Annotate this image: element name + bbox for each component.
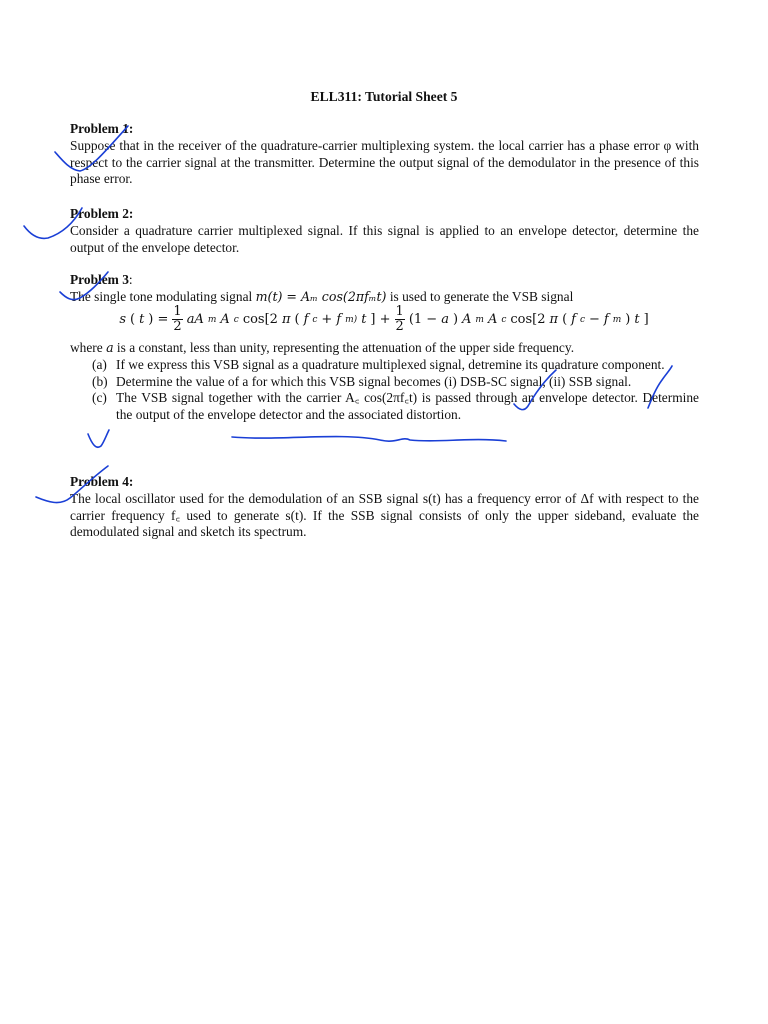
attenuation-symbol: a — [106, 340, 114, 355]
part-c — [70, 390, 699, 424]
where-text-end: is a constant, less than unity, representing the attenuation of the upper side frequency. — [113, 340, 575, 355]
part-a-label: (a) — [92, 356, 107, 372]
problem-3-intro-text-end: is used to generate the VSB signal — [386, 288, 574, 304]
problem-3-heading-colon: : — [128, 272, 133, 287]
problem-3-intro-text: The single tone modulating signal — [70, 288, 256, 304]
part-c-label: (c) — [92, 390, 107, 406]
vsb-signal-equation: s ( t ) = $\frac{1}{2}$ aA m A c cos[2 π ( f c + f m) t ] + $\frac{1}{2}$ (1 − a ) A m A c cos[2 π ( f c − f m ) t ] — [119, 304, 649, 334]
problem-3 — [70, 272, 699, 306]
part-a — [70, 357, 699, 374]
part-b-label: (b) — [92, 373, 108, 389]
problem-3-heading: Problem 3 — [70, 272, 129, 287]
problem-2-text: Consider a quadrature carrier multiplexed signal. If this signal is applied to an envelope detector, determine the output of the envelope detector. — [70, 222, 699, 255]
problem-4-text: The local oscillator used for the demodulation of an SSB signal s(t) has a frequency error of Δf with respect to the carrier frequency f꜀ used to generate s(t). If the SSB signal consists of only the upper sideband, evaluate the demodulated signal and sketch its spectrum. — [70, 490, 699, 540]
problem-1 — [70, 121, 699, 188]
problem-2 — [70, 206, 699, 256]
problem-4-heading: Problem 4: — [70, 474, 134, 489]
problem-1-heading: Problem 1: — [70, 121, 134, 136]
modulating-signal-expression: m(t) = Aₘ cos(2πfₘt) — [255, 288, 387, 304]
problem-3-where — [70, 340, 699, 357]
check-mark-part-c — [88, 430, 109, 447]
part-c-text: The VSB signal together with the carrier A꜀ cos(2πf꜀t) is passed through an envelope detector. Determine the output of the envelope detector and the associated distortion. — [116, 390, 699, 423]
where-text: where — [70, 340, 107, 355]
problem-4 — [70, 474, 699, 541]
underline-carrier — [232, 437, 506, 442]
part-b-text: Determine the value of a for which this VSB signal becomes (i) DSB-SC signal, (ii) SSB signal. — [116, 373, 632, 389]
problem-3-continued — [70, 340, 699, 424]
part-b — [70, 374, 699, 391]
part-a-text: If we express this VSB signal as a quadrature multiplexed signal, detremine its quadrature component. — [116, 356, 665, 372]
sheet-title: ELL311: Tutorial Sheet 5 — [310, 89, 458, 104]
problem-3-parts — [70, 357, 699, 424]
problem-3-intro — [70, 289, 699, 306]
problem-1-text: Suppose that in the receiver of the quadrature-carrier multiplexing system. the local carrier has a phase error φ with respect to the carrier signal at the transmitter. Determine the output signal of the demodulator in the presence of this phase error. — [70, 137, 699, 187]
problem-2-heading: Problem 2: — [70, 206, 134, 221]
